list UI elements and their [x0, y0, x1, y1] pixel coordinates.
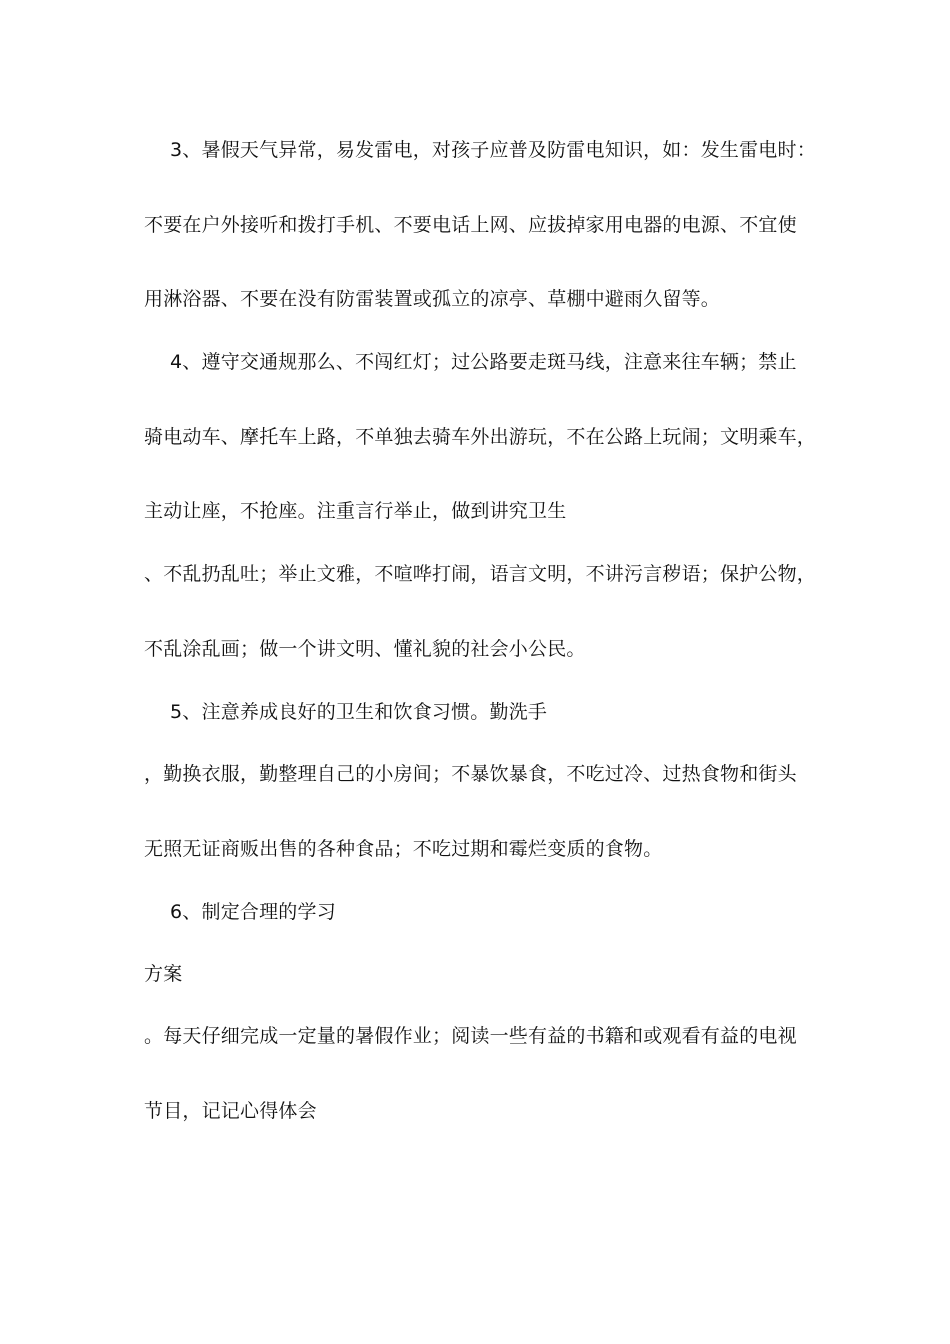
item-5-line-2: ，勤换衣服，勤整理自己的小房间；不暴饮暴食，不吃过冷、过热食物和街头	[144, 763, 797, 785]
item-3-line-1: 3、暑假天气异常，易发雷电，对孩子应普及防雷电知识，如：发生雷电时：	[170, 139, 816, 161]
item-6-line-3: 。每天仔细完成一定量的暑假作业；阅读一些有益的书籍和或观看有益的电视	[144, 1025, 797, 1047]
item-3-line-2: 不要在户外接听和拨打手机、不要电话上网、应拔掉家用电器的电源、不宜使	[144, 214, 797, 236]
item-4-line-4: 、不乱扔乱吐；举止文雅，不喧哗打闹，语言文明，不讲污言秽语；保护公物，	[144, 563, 817, 585]
item-5-line-1: 5、注意养成良好的卫生和饮食习惯。勤洗手	[170, 701, 548, 723]
item-6-line-2: 方案	[144, 963, 183, 985]
item-6-line-4: 节目，记记心得体会	[144, 1100, 317, 1122]
item-4-line-3: 主动让座，不抢座。注重言行举止，做到讲究卫生	[144, 500, 567, 522]
item-3-line-3: 用淋浴器、不要在没有防雷装置或孤立的凉亭、草棚中避雨久留等。	[144, 288, 721, 310]
item-6-line-1: 6、制定合理的学习	[170, 901, 336, 923]
item-4-line-5: 不乱涂乱画；做一个讲文明、懂礼貌的社会小公民。	[144, 638, 586, 660]
item-4-line-1: 4、遵守交通规那么、不闯红灯；过公路要走斑马线，注意来往车辆；禁止	[170, 351, 797, 373]
item-5-line-3: 无照无证商贩出售的各种食品；不吃过期和霉烂变质的食物。	[144, 838, 663, 860]
item-4-line-2: 骑电动车、摩托车上路，不单独去骑车外出游玩，不在公路上玩闹；文明乘车，	[144, 426, 817, 448]
